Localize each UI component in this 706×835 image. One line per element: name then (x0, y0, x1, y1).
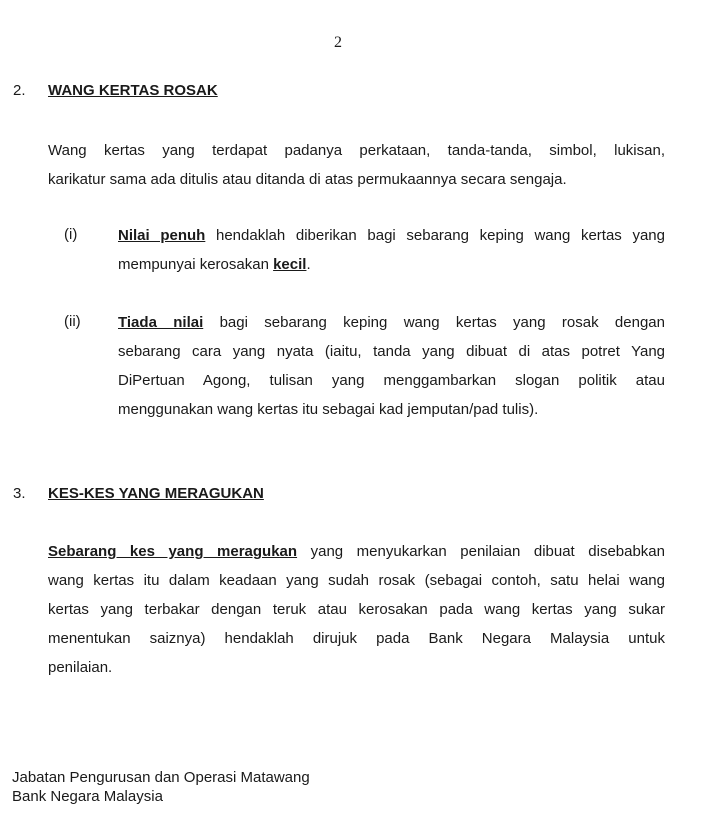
item-2-line: menggunakan wang kertas itu sebagai kad jemputan/pad tulis). (118, 401, 539, 418)
intro-line: Wang kertas yang terdapat padanya perkataan, tanda-tanda, simbol, lukisan, (48, 142, 665, 159)
item-2-body (118, 308, 665, 424)
section-3-line: menentukan saiznya) hendaklah dirujuk pada Bank Negara Malaysia untuk (48, 630, 665, 647)
section-3-body (48, 537, 665, 682)
item-2-line: DiPertuan Agong, tulisan yang menggambarkan slogan politik atau (118, 372, 665, 389)
item-1-marker: (i) (64, 226, 78, 243)
section-3-line: kertas yang terbakar dengan teruk atau kerosakan pada wang kertas yang sukar (48, 601, 665, 618)
footer-department: Jabatan Pengurusan dan Operasi Matawang (12, 769, 310, 786)
page-number: 2 (334, 34, 342, 51)
full-value-term: Nilai penuh (118, 227, 206, 244)
item-1-body (118, 221, 665, 279)
footer-organization: Bank Negara Malaysia (12, 788, 163, 805)
section-3-line: penilaian. (48, 659, 113, 676)
intro-line: karikatur sama ada ditulis atau ditanda di atas permukaannya secara sengaja. (48, 171, 567, 188)
item-1-text: mempunyai kerosakan (118, 256, 274, 273)
section-3-number: 3. (13, 485, 26, 502)
no-value-term: Tiada nilai (118, 314, 204, 331)
item-2-line (118, 308, 665, 337)
item-1-line (118, 221, 665, 250)
section-3-text: yang menyukarkan penilaian dibuat disebabkan (297, 543, 665, 560)
item-1-text: hendaklah diberikan bagi sebarang keping wang kertas yang (205, 227, 665, 244)
section-3-line: wang kertas itu dalam keadaan yang sudah rosak (sebagai contoh, satu helai wang (48, 572, 665, 589)
section-2-number: 2. (13, 82, 26, 99)
item-2-marker: (ii) (64, 313, 81, 330)
section-2-title: WANG KERTAS ROSAK (48, 82, 218, 99)
section-3-line (48, 537, 665, 566)
footer (12, 768, 310, 806)
item-1-line (118, 250, 665, 279)
item-2-text: bagi sebarang keping wang kertas yang rosak dengan (203, 314, 665, 331)
minor-damage-term: kecil (273, 256, 307, 273)
doubtful-cases-term: Sebarang kes yang meragukan (48, 543, 298, 560)
section-2-intro (48, 136, 665, 194)
item-1-text: . (306, 256, 311, 273)
section-3-title: KES-KES YANG MERAGUKAN (48, 485, 264, 502)
item-2-line: sebarang cara yang nyata (iaitu, tanda yang dibuat di atas potret Yang (118, 343, 665, 360)
